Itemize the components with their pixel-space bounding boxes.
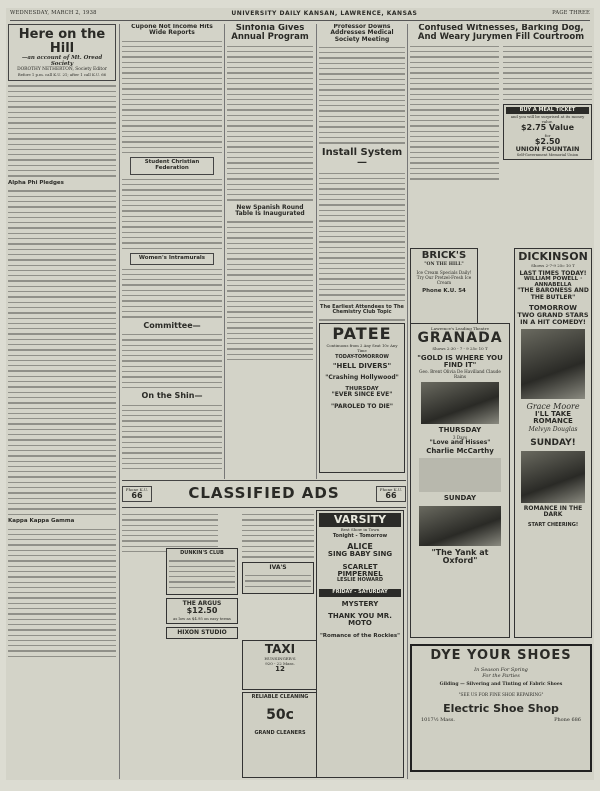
dickinson-film: "THE BARONESS AND THE BUTLER" bbox=[517, 287, 589, 301]
dickinson-tomorrow: TOMORROW bbox=[528, 303, 578, 312]
taxi-title: TAXI bbox=[264, 642, 296, 656]
argus-terms: as low as $4.95 on easy terms bbox=[173, 615, 231, 621]
col4-text-1 bbox=[319, 47, 405, 144]
col2-text-5 bbox=[122, 405, 222, 470]
column-rule bbox=[407, 24, 408, 779]
classified-phone-left bbox=[122, 486, 152, 501]
meal-ticket-for: for bbox=[544, 132, 551, 138]
dye-shoes-ad bbox=[410, 644, 592, 772]
granada-stars: Geo. Brent Olivia De Havilland Claude Rains bbox=[419, 369, 501, 380]
granada-gold: "GOLD IS WHERE YOU FIND IT" bbox=[417, 353, 503, 370]
granada-love: "Love and Hisses" bbox=[429, 438, 491, 446]
patee-hell-divers: "HELL DIVERS" bbox=[332, 362, 392, 371]
patee-thursday: THURSDAY bbox=[345, 385, 379, 392]
society-title: Here on the Hill bbox=[18, 27, 106, 56]
dickinson-photo-2 bbox=[521, 451, 585, 503]
classified-phone-label: Phone K.U. bbox=[125, 487, 149, 493]
courtroom-head: Confused Witnesses, Barking Dog, And Weary Jurymen Fill Courtroom bbox=[417, 24, 585, 42]
ivas-title: IVA'S bbox=[269, 563, 287, 571]
granada-art bbox=[419, 458, 501, 492]
committee-head: Committee— bbox=[143, 320, 201, 330]
patee-ad bbox=[319, 323, 405, 473]
patee-crashing: "Crashing Hollywood" bbox=[325, 374, 399, 382]
varsity-tonight: Tonight - Tomorrow bbox=[332, 532, 388, 539]
col2-text-4 bbox=[122, 334, 222, 388]
argus-ad bbox=[166, 598, 238, 624]
society-text-3 bbox=[8, 529, 116, 657]
dickinson-melvyn: Melvyn Douglas bbox=[528, 425, 578, 433]
col3-text-2 bbox=[227, 221, 313, 360]
granada-title: GRANADA bbox=[417, 330, 503, 346]
col2-text-3 bbox=[122, 269, 222, 318]
classified-a-text bbox=[122, 514, 218, 552]
classified-c-text bbox=[242, 514, 314, 558]
granada-sub: Lawrence's Leading Theatre bbox=[431, 326, 489, 331]
bricks-title: BRICK'S bbox=[421, 250, 467, 261]
classified-phone-label-2: Phone K.U. bbox=[379, 487, 403, 493]
dickinson-sunday: SUNDAY! bbox=[530, 437, 576, 448]
varsity-moto: THANK YOU MR. MOTO bbox=[328, 612, 392, 628]
on-the-shin-head: On the Shin— bbox=[141, 391, 203, 401]
dye-line3: Gilding — Silvering and Tinting of Fabric Shoes bbox=[439, 681, 563, 687]
cleaning-foot: GRAND CLEANERS bbox=[254, 729, 306, 736]
dye-line2: For the Parties bbox=[482, 672, 520, 679]
varsity-friday: FRIDAY - SATURDAY bbox=[319, 589, 401, 596]
hixon-ad bbox=[166, 627, 238, 639]
downs-head: Professor Downs Addresses Medical Society Meeting bbox=[330, 24, 394, 43]
varsity-scarlet: SCARLET PIMPERNEL bbox=[337, 562, 383, 578]
masthead-paper: UNIVERSITY DAILY KANSAN, LAWRENCE, KANSAS bbox=[231, 10, 418, 17]
womens-intramurals-head: Women's Intramurals bbox=[130, 253, 214, 265]
society-editor: DOROTHY NETHERTON, Society Editor bbox=[17, 67, 107, 73]
dickinson-romance-dark: ROMANCE IN THE DARK bbox=[523, 505, 583, 519]
chemistry-head: The Earliest Attendees to The Chemistry Club Topic bbox=[320, 303, 404, 316]
ivas-ad bbox=[242, 562, 314, 594]
meal-ticket-name: UNION FOUNTAIN bbox=[515, 145, 580, 154]
society-text-1 bbox=[8, 85, 116, 176]
granada-thursday-days: 3 Days bbox=[452, 434, 468, 440]
col2-text-2 bbox=[122, 179, 222, 249]
taxi-number: 12 bbox=[275, 664, 285, 673]
granada-thursday: THURSDAY bbox=[438, 426, 482, 435]
dickinson-photo bbox=[521, 329, 585, 399]
dye-shop-name: Electric Shoe Shop bbox=[443, 701, 559, 715]
spanish-round-table-head: New Spanish Round Table Is Inaugurated bbox=[235, 203, 305, 218]
col4-text-2 bbox=[319, 173, 405, 301]
granada-photo bbox=[421, 382, 499, 424]
patee-paroled: "PAROLED TO DIE" bbox=[330, 402, 394, 410]
dunkin-text bbox=[169, 560, 235, 588]
dickinson-ad bbox=[514, 248, 592, 638]
hixon-title: HIXON STUDIO bbox=[177, 628, 227, 636]
granada-ad bbox=[410, 323, 510, 638]
ivas-text bbox=[245, 575, 311, 587]
granada-yank: "The Yank at Oxford" bbox=[431, 547, 489, 566]
meal-ticket-title: BUY A MEAL TICKET bbox=[506, 107, 589, 114]
meal-ticket-ad bbox=[503, 104, 592, 160]
dunkin-ad bbox=[166, 548, 238, 595]
classified-phone-number: 66 bbox=[131, 491, 143, 501]
dye-contact bbox=[415, 717, 587, 723]
masthead-page: PAGE THREE bbox=[552, 10, 590, 16]
granada-charlie: Charlie McCarthy bbox=[426, 447, 494, 456]
dye-phone: Phone 686 bbox=[554, 717, 581, 724]
dickinson-romance-title: I'LL TAKE ROMANCE bbox=[533, 409, 573, 426]
patee-today: TODAY-TOMORROW bbox=[335, 353, 389, 360]
column-society bbox=[8, 24, 116, 779]
column-rule bbox=[316, 24, 317, 479]
dickinson-start: START CHEERING! bbox=[527, 521, 579, 528]
scf-head: Student Christian Federation bbox=[130, 157, 214, 175]
dye-title: DYE YOUR SHOES bbox=[430, 648, 572, 663]
society-hours: Before 1 p.m. call K.U. 21; after 1 call K.U. 66 bbox=[17, 72, 107, 78]
dickinson-stars: WILLIAM POWELL · ANNABELLA bbox=[523, 275, 583, 288]
patee-sub: Continuous from 2 Any Seat 10c Any Time bbox=[326, 342, 398, 353]
classified-phone-right bbox=[376, 486, 406, 501]
varsity-sing-baby: SING BABY SING bbox=[327, 550, 393, 559]
sinfonia-head: Sinfonia Gives Annual Program bbox=[231, 24, 309, 42]
masthead bbox=[10, 10, 590, 21]
meal-ticket-foot: Self-Government Memorial Union bbox=[516, 152, 579, 157]
argus-price: $12.50 bbox=[186, 606, 218, 616]
courtroom-text-a bbox=[410, 42, 499, 184]
col3-text-1 bbox=[227, 46, 313, 201]
dickinson-title: DICKINSON bbox=[518, 250, 588, 263]
courtroom-text-b bbox=[503, 46, 592, 100]
bricks-line2: Try Our Pretzel-Fresh Ice Cream bbox=[416, 274, 472, 285]
varsity-leslie: LESLIE HOWARD bbox=[336, 577, 383, 584]
classified-phone-number-2: 66 bbox=[385, 491, 397, 501]
classified-header bbox=[122, 480, 406, 508]
dickinson-grace: Grace Moore bbox=[526, 401, 580, 411]
masthead-date: WEDNESDAY, MARCH 2, 1938 bbox=[10, 10, 97, 16]
dunkin-title: DUNKIN'S CLUB bbox=[180, 550, 224, 556]
varsity-romance-rockies: "Romance of the Rockies" bbox=[319, 632, 401, 639]
newspaper-page bbox=[6, 8, 594, 780]
bricks-sub: "ON THE HILL" bbox=[424, 261, 464, 267]
taxi-address: 920 - 22 Mass. bbox=[265, 660, 295, 666]
taxi-ad bbox=[242, 640, 318, 690]
granada-shows: Shows 2:30 - 7 - 9 25c 10 T bbox=[432, 345, 488, 351]
cleaning-price: 50c bbox=[266, 707, 294, 724]
argus-title: THE ARGUS bbox=[182, 600, 222, 608]
bricks-phone: Phone K.U. 54 bbox=[422, 287, 466, 294]
cleaning-title: RELIABLE CLEANING bbox=[251, 694, 309, 700]
column-two bbox=[122, 24, 222, 494]
varsity-mystery: MYSTERY bbox=[341, 599, 379, 608]
granada-photo-2 bbox=[419, 506, 501, 546]
column-rule bbox=[119, 24, 120, 779]
society-text-2 bbox=[8, 190, 116, 514]
courtroom-right bbox=[503, 42, 592, 184]
society-header bbox=[8, 24, 116, 81]
dye-line1: In Season For Spring bbox=[474, 666, 528, 673]
col2-text-1 bbox=[122, 41, 222, 154]
varsity-title: VARSITY bbox=[319, 513, 401, 527]
granada-sunday: SUNDAY bbox=[443, 494, 477, 503]
varsity-sub: Best Show in Town bbox=[340, 526, 380, 532]
kappa-head: Kappa Kappa Gamma bbox=[8, 517, 75, 524]
alpha-phi-head: Alpha Phi Pledges bbox=[8, 179, 64, 186]
meal-ticket-line: and you will be surprised at its money value. bbox=[510, 114, 585, 125]
dickinson-two: TWO GRAND STARS IN A HIT COMEDY! bbox=[517, 311, 589, 327]
column-rule bbox=[224, 24, 225, 479]
bricks-ad bbox=[410, 248, 478, 324]
cupone-head: Cupone Not Income Hits Wide Reports bbox=[131, 24, 213, 37]
install-system-head: Install System— bbox=[321, 146, 403, 169]
meal-ticket-price2: $2.50 bbox=[534, 136, 561, 146]
meal-ticket-price1: $2.75 Value bbox=[520, 123, 575, 133]
column-five bbox=[410, 24, 592, 194]
classified-col-b bbox=[166, 548, 238, 780]
classified-title: CLASSIFIED ADS bbox=[188, 484, 340, 503]
dye-address: 1017½ Mass. bbox=[421, 717, 455, 724]
bricks-line1: Ice Cream Specials Daily! bbox=[416, 269, 472, 275]
cleaning-ad bbox=[242, 692, 318, 778]
dye-line4: "SEE US FOR FINE SHOE REPAIRING" bbox=[458, 691, 544, 697]
patee-ever-since: "EVER SINCE EVE" bbox=[331, 391, 393, 399]
courtroom-body bbox=[410, 42, 592, 184]
taxi-company: HUNSINGER'S bbox=[264, 655, 296, 661]
society-subtitle: —an account of Mt. Oread Society bbox=[21, 55, 103, 68]
column-three bbox=[227, 24, 313, 494]
varsity-alice: ALICE bbox=[347, 541, 373, 551]
dickinson-last: LAST TIMES TODAY! bbox=[519, 269, 587, 277]
patee-title: PATEE bbox=[332, 324, 392, 343]
varsity-ad bbox=[316, 510, 404, 778]
dickinson-shows: Shows 2-7-9 25c 10 T bbox=[531, 262, 575, 268]
